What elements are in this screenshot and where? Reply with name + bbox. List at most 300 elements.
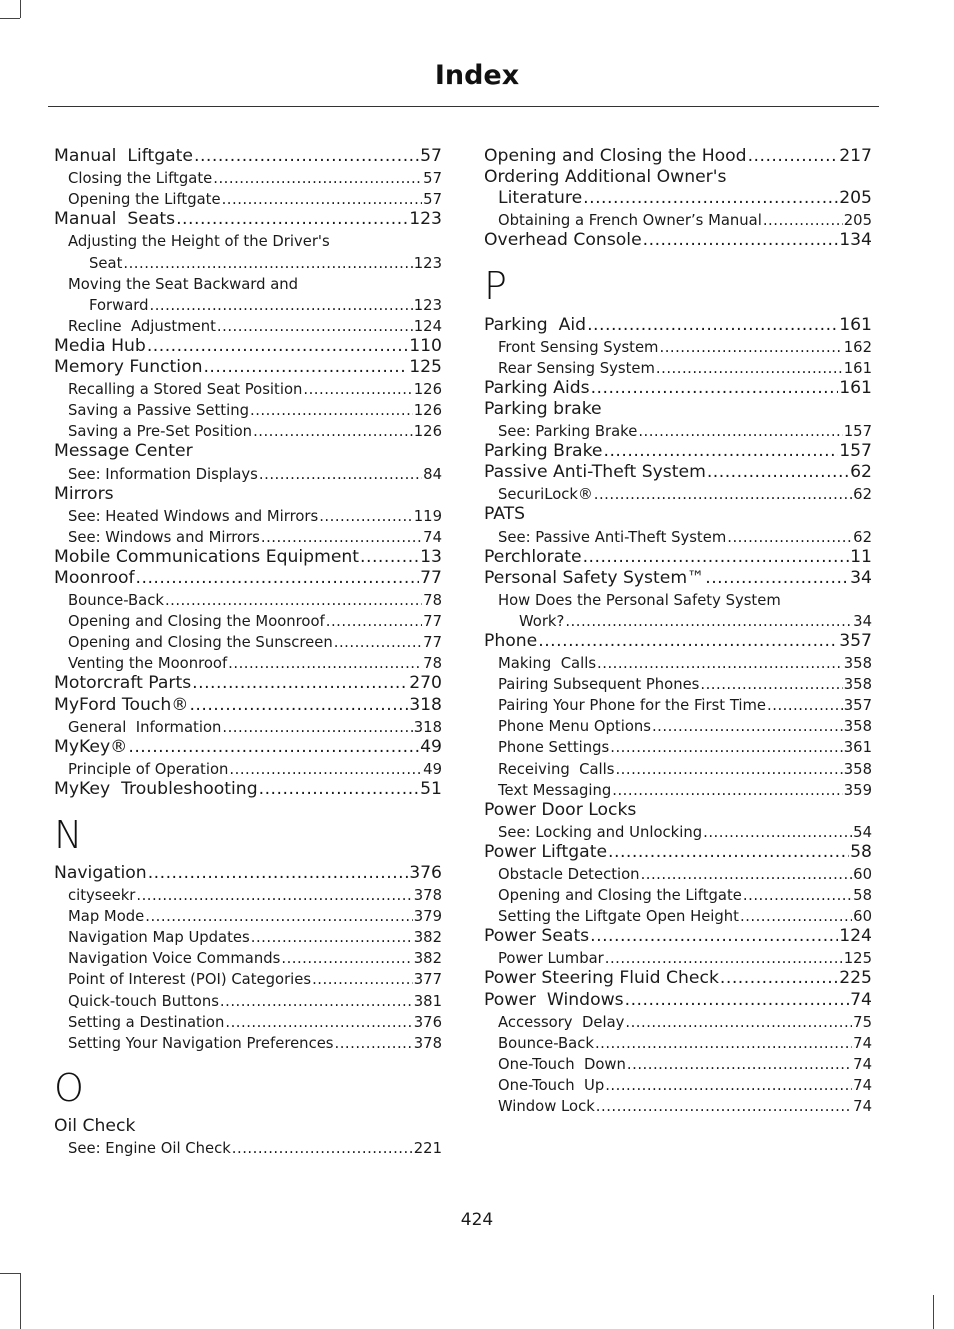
entry-label: Pairing Your Phone for the First Time [498, 697, 767, 715]
entry-page-number: 123 [409, 209, 442, 230]
dot-leader [319, 508, 413, 525]
entry-page-number: 357 [843, 697, 872, 715]
index-subentry [484, 779, 872, 800]
dot-leader [229, 761, 422, 778]
dot-leader [604, 441, 839, 461]
entry-page-number: 62 [853, 528, 872, 546]
entry-label: Memory Function [54, 357, 203, 378]
index-entry [484, 146, 872, 167]
entry-label: Recalling a Stored Seat Position [68, 381, 303, 399]
index-subentry [54, 1011, 442, 1032]
entry-page-number: 58 [853, 887, 872, 905]
entry-page-number: 77 [423, 613, 442, 631]
index-entry [484, 462, 872, 483]
index-entry [484, 399, 872, 420]
entry-page-number: 358 [843, 760, 872, 778]
index-subentry [54, 968, 442, 989]
index-subentry [484, 1032, 872, 1053]
entry-page-number: 357 [839, 630, 872, 651]
entry-label: Mobile Communications Equipment [54, 546, 360, 567]
dot-leader [203, 357, 408, 377]
dot-leader [705, 568, 849, 588]
dot-leader [194, 146, 419, 166]
index-entry [54, 863, 442, 884]
entry-label: See: Passive Anti-Theft System [498, 528, 727, 546]
dot-leader [608, 842, 849, 862]
entry-label: Moonroof [54, 567, 135, 588]
dot-leader [643, 230, 839, 250]
entry-page-number: 78 [423, 592, 442, 610]
entry-label: Map Mode [68, 908, 145, 926]
page-number: 424 [460, 1210, 494, 1230]
index-entry [484, 926, 872, 947]
entry-page-number: 34 [850, 567, 872, 588]
index-subentry [54, 1137, 442, 1158]
entry-page-number: 318 [409, 694, 442, 715]
entry-label: Oil Check [54, 1115, 136, 1136]
index-subentry [484, 757, 872, 778]
index-entry [484, 230, 872, 251]
dot-leader [565, 613, 852, 630]
index-entry [54, 209, 442, 230]
entry-label: Bounce-Back [68, 592, 164, 610]
index-subentry [54, 716, 442, 737]
entry-label: Manual Liftgate [54, 146, 193, 167]
dot-leader [641, 866, 853, 883]
entry-page-number: 124 [839, 926, 872, 947]
index-entry [484, 568, 872, 589]
entry-label: Work? [519, 612, 565, 630]
index-subentry [54, 589, 442, 610]
index-subentry [54, 294, 442, 315]
section-letter [54, 1053, 442, 1116]
entry-page-number: 382 [413, 929, 442, 947]
dot-leader [707, 462, 849, 482]
dot-leader [763, 212, 843, 229]
crop-mark-top-left-vertical [20, 0, 21, 18]
index-entry [54, 336, 442, 357]
entry-page-number: 270 [409, 673, 442, 694]
index-subentry [484, 420, 872, 441]
entry-page-number: 361 [843, 739, 872, 757]
entry-label: See: Locking and Unlocking [498, 823, 703, 841]
index-entry [54, 779, 442, 800]
section-letter-text: N [54, 812, 83, 857]
dot-leader [225, 1014, 412, 1031]
dot-leader [743, 887, 852, 904]
entry-page-number: 358 [843, 718, 872, 736]
dot-leader [594, 486, 852, 503]
index-subentry [54, 167, 442, 188]
entry-label: Forward [89, 296, 149, 314]
entry-label: How Does the Personal Safety System [498, 591, 781, 609]
title-divider [48, 106, 879, 107]
entry-label: See: Heated Windows and Mirrors [68, 507, 319, 525]
entry-page-number: 378 [413, 887, 442, 905]
index-subentry [54, 462, 442, 483]
entry-label: Phone [484, 630, 538, 651]
dot-leader [147, 336, 408, 356]
index-subentry [484, 1095, 872, 1116]
entry-page-number: 125 [409, 357, 442, 378]
entry-label: Navigation Map Updates [68, 929, 250, 947]
entry-page-number: 376 [409, 863, 442, 883]
dot-leader [605, 950, 843, 967]
index-entry [484, 504, 872, 525]
entry-label: Manual Seats [54, 209, 176, 230]
entry-label: Motorcraft Parts [54, 673, 192, 694]
entry-label: General Information [68, 718, 222, 736]
entry-page-number: 378 [413, 1034, 442, 1052]
dot-leader [625, 990, 850, 1010]
index-subentry [484, 209, 872, 230]
dot-leader [627, 1056, 852, 1073]
dot-leader [767, 697, 843, 714]
entry-label: Power Door Locks [484, 799, 637, 820]
index-entry [54, 146, 442, 167]
entry-label: Making Calls [498, 655, 597, 673]
index-subentry [54, 230, 442, 251]
entry-label: Point of Interest (POI) Categories [68, 971, 312, 989]
dot-leader [222, 719, 412, 736]
index-subentry [54, 631, 442, 652]
entry-label: Power Seats [484, 926, 590, 947]
index-entry [484, 167, 872, 188]
dot-leader [583, 547, 850, 567]
entry-page-number: 157 [839, 441, 872, 462]
index-subentry [484, 589, 872, 610]
dot-leader [213, 170, 422, 187]
crop-mark-bottom-right-vertical [933, 1295, 934, 1329]
dot-leader [625, 1014, 852, 1031]
entry-page-number: 75 [853, 1013, 872, 1031]
dot-leader [253, 423, 413, 440]
entry-label: Setting the Liftgate Open Height [498, 908, 739, 926]
entry-page-number: 217 [839, 146, 872, 167]
entry-label: SecuriLock® [498, 486, 593, 504]
dot-leader [748, 146, 839, 166]
entry-page-number: 60 [853, 866, 872, 883]
entry-label: Navigation [54, 863, 147, 883]
entry-page-number: 124 [413, 317, 442, 335]
dot-leader [740, 908, 852, 925]
dot-leader [590, 926, 838, 946]
entry-page-number: 60 [853, 908, 872, 926]
index-subentry [484, 652, 872, 673]
dot-leader [261, 529, 422, 546]
index-subentry [484, 947, 872, 968]
entry-label: Window Lock [498, 1098, 595, 1116]
entry-label: Obtaining a French Owner’s Manual [498, 212, 762, 230]
entry-page-number: 376 [413, 1013, 442, 1031]
dot-leader [638, 423, 842, 440]
entry-label: MyKey® [54, 736, 128, 757]
entry-page-number: 318 [413, 718, 442, 736]
dot-leader [145, 908, 413, 925]
index-entry [54, 357, 442, 378]
dot-leader [605, 1077, 852, 1094]
dot-leader [165, 592, 422, 609]
index-subentry [54, 273, 442, 294]
index-entry [54, 547, 442, 568]
entry-label: Closing the Liftgate [68, 170, 213, 188]
entry-label: Opening the Liftgate [68, 191, 221, 209]
dot-leader [148, 863, 408, 883]
dot-leader [217, 318, 413, 335]
index-column-right [484, 146, 872, 1116]
entry-label: Opening and Closing the Moonroof [68, 613, 325, 631]
dot-leader [656, 360, 843, 377]
index-subentry [484, 673, 872, 694]
section-letter [54, 800, 442, 863]
index-entry [484, 968, 872, 989]
entry-page-number: 358 [843, 676, 872, 694]
entry-label: Literature [498, 188, 583, 209]
dot-leader [615, 761, 842, 778]
dot-leader [587, 315, 838, 335]
index-entry [54, 568, 442, 589]
entry-page-number: 126 [413, 423, 442, 441]
dot-leader [281, 950, 412, 967]
entry-label: Parking brake [484, 398, 602, 419]
entry-page-number: 205 [843, 212, 872, 230]
entry-page-number: 123 [413, 296, 442, 314]
index-subentry [484, 736, 872, 757]
crop-mark-bottom-left-vertical [20, 1273, 21, 1329]
entry-label: Message Center [54, 441, 193, 462]
entry-page-number: 161 [839, 377, 872, 398]
dot-leader [312, 971, 413, 988]
entry-page-number: 225 [839, 968, 872, 989]
entry-page-number: 382 [413, 950, 442, 968]
entry-page-number: 157 [843, 423, 872, 441]
entry-label: Parking Aid [484, 314, 587, 335]
entry-page-number: 377 [413, 971, 442, 989]
index-entry [484, 800, 872, 821]
dot-leader [597, 655, 843, 672]
dot-leader [700, 676, 842, 693]
index-subentry [484, 884, 872, 905]
index-subentry [54, 926, 442, 947]
entry-label: See: Information Displays [68, 465, 258, 483]
dot-leader [538, 631, 838, 651]
entry-page-number: 110 [409, 335, 442, 356]
dot-leader [232, 1140, 413, 1157]
entry-label: One-Touch Down [498, 1055, 626, 1073]
index-entry [484, 378, 872, 399]
entry-page-number: 74 [853, 1098, 872, 1116]
dot-leader [326, 613, 422, 630]
page-title: Index [434, 60, 520, 91]
entry-label: Seat [89, 254, 123, 272]
entry-label: Front Sensing System [498, 338, 659, 356]
index-subentry [484, 694, 872, 715]
index-subentry [484, 715, 872, 736]
entry-page-number: 49 [423, 760, 442, 778]
dot-leader [189, 695, 408, 715]
index-subentry [54, 251, 442, 272]
index-subentry [54, 758, 442, 779]
index-entry [54, 484, 442, 505]
entry-page-number: 13 [420, 546, 442, 567]
entry-label: Setting a Destination [68, 1013, 225, 1031]
entry-label: One-Touch Up [498, 1076, 605, 1094]
entry-page-number: 57 [423, 191, 442, 209]
entry-page-number: 161 [843, 359, 872, 377]
index-subentry [484, 1074, 872, 1095]
dot-leader [595, 1035, 852, 1052]
index-subentry [484, 336, 872, 357]
index-subentry [54, 947, 442, 968]
entry-page-number: 125 [843, 950, 872, 968]
entry-label: Opening and Closing the Liftgate [498, 887, 742, 905]
entry-label: Ordering Additional Owner's [484, 167, 727, 188]
entry-page-number: 49 [420, 736, 442, 757]
entry-label: Moving the Seat Backward and [68, 275, 299, 293]
dot-leader [136, 887, 412, 904]
entry-label: Quick-touch Buttons [68, 992, 219, 1010]
index-entry [484, 188, 872, 209]
dot-leader [335, 1035, 413, 1052]
entry-label: MyKey Troubleshooting [54, 778, 258, 799]
index-subentry [484, 525, 872, 546]
entry-label: Venting the Moonroof [68, 655, 228, 673]
entry-label: MyFord Touch® [54, 694, 189, 715]
entry-page-number: 205 [839, 188, 872, 209]
index-subentry [484, 1011, 872, 1032]
entry-page-number: 57 [420, 146, 442, 167]
entry-label: See: Parking Brake [498, 423, 638, 441]
dot-leader [259, 466, 422, 483]
index-subentry [54, 188, 442, 209]
index-subentry [54, 315, 442, 336]
entry-page-number: 34 [853, 612, 872, 630]
dot-leader [192, 673, 408, 693]
entry-label: See: Engine Oil Check [68, 1139, 231, 1157]
dot-leader [176, 209, 408, 229]
entry-label: Receiving Calls [498, 760, 615, 778]
entry-page-number: 57 [423, 170, 442, 188]
entry-page-number: 381 [413, 992, 442, 1010]
dot-leader [128, 737, 419, 757]
index-subentry [484, 483, 872, 504]
entry-label: Passive Anti-Theft System [484, 462, 706, 483]
dot-leader [222, 191, 423, 208]
dot-leader [228, 655, 422, 672]
entry-label: Power Liftgate [484, 841, 608, 862]
index-entry [484, 842, 872, 863]
entry-page-number: 126 [413, 381, 442, 399]
entry-page-number: 77 [420, 567, 442, 588]
dot-leader [334, 634, 422, 651]
entry-label: Overhead Console [484, 230, 642, 251]
entry-page-number: 359 [843, 781, 872, 799]
section-letter [484, 251, 872, 314]
index-entry [484, 314, 872, 335]
index-entry [484, 547, 872, 568]
entry-page-number: 162 [843, 338, 872, 356]
entry-page-number: 74 [423, 528, 442, 546]
entry-label: PATS [484, 504, 526, 525]
entry-page-number: 221 [413, 1139, 442, 1157]
entry-label: Personal Safety System™ [484, 567, 705, 588]
entry-page-number: 74 [850, 989, 872, 1010]
index-entry [484, 989, 872, 1010]
index-entry [484, 631, 872, 652]
index-entry [54, 694, 442, 715]
entry-page-number: 62 [853, 486, 872, 504]
dot-leader [659, 339, 842, 356]
dot-leader [591, 378, 839, 398]
entry-label: Principle of Operation [68, 760, 229, 778]
index-subentry [54, 905, 442, 926]
section-letter-text: O [54, 1065, 84, 1110]
entry-label: cityseekr [68, 887, 136, 905]
dot-leader [583, 188, 838, 208]
entry-page-number: 134 [839, 230, 872, 251]
index-subentry [484, 357, 872, 378]
entry-page-number: 58 [850, 841, 872, 862]
dot-leader [303, 381, 412, 398]
entry-page-number: 74 [853, 1076, 872, 1094]
index-subentry [484, 610, 872, 631]
entry-page-number: 119 [413, 507, 442, 525]
index-subentry [54, 989, 442, 1010]
crop-mark-bottom-left-horizontal [0, 1273, 20, 1274]
dot-leader [720, 968, 838, 988]
index-entry [54, 673, 442, 694]
index-subentry [54, 399, 442, 420]
entry-page-number: 123 [413, 254, 442, 272]
index-subentry [54, 505, 442, 526]
entry-label: Perchlorate [484, 546, 582, 567]
index-entry [54, 1116, 442, 1137]
dot-leader [612, 782, 842, 799]
entry-label: Adjusting the Height of the Driver's [68, 233, 330, 251]
entry-label: See: Windows and Mirrors [68, 528, 260, 546]
index-subentry [484, 863, 872, 884]
section-letter-text: P [484, 264, 507, 309]
entry-label: Opening and Closing the Hood [484, 146, 747, 167]
index-entry [484, 441, 872, 462]
index-subentry [484, 821, 872, 842]
entry-label: Setting Your Navigation Preferences [68, 1034, 334, 1052]
entry-page-number: 74 [853, 1034, 872, 1052]
entry-label: Mirrors [54, 483, 114, 504]
entry-label: Power Windows [484, 989, 624, 1010]
entry-page-number: 358 [843, 655, 872, 673]
entry-label: Obstacle Detection [498, 866, 640, 883]
dot-leader [136, 568, 420, 588]
entry-label: Power Lumbar [498, 950, 604, 968]
index-entry [54, 737, 442, 758]
index-subentry [484, 1053, 872, 1074]
entry-label: Rear Sensing System [498, 359, 655, 377]
entry-label: Navigation Voice Commands [68, 950, 281, 968]
dot-leader [123, 255, 412, 272]
dot-leader [220, 993, 413, 1010]
index-subentry [54, 652, 442, 673]
entry-label: Phone Menu Options [498, 718, 651, 736]
index-subentry [54, 526, 442, 547]
entry-page-number: 379 [413, 908, 442, 926]
index-entry [54, 441, 442, 462]
index-column-left [54, 146, 442, 1158]
index-subentry [54, 378, 442, 399]
entry-label: Accessory Delay [498, 1013, 625, 1031]
entry-label: Parking Aids [484, 377, 590, 398]
entry-page-number: 84 [423, 465, 442, 483]
